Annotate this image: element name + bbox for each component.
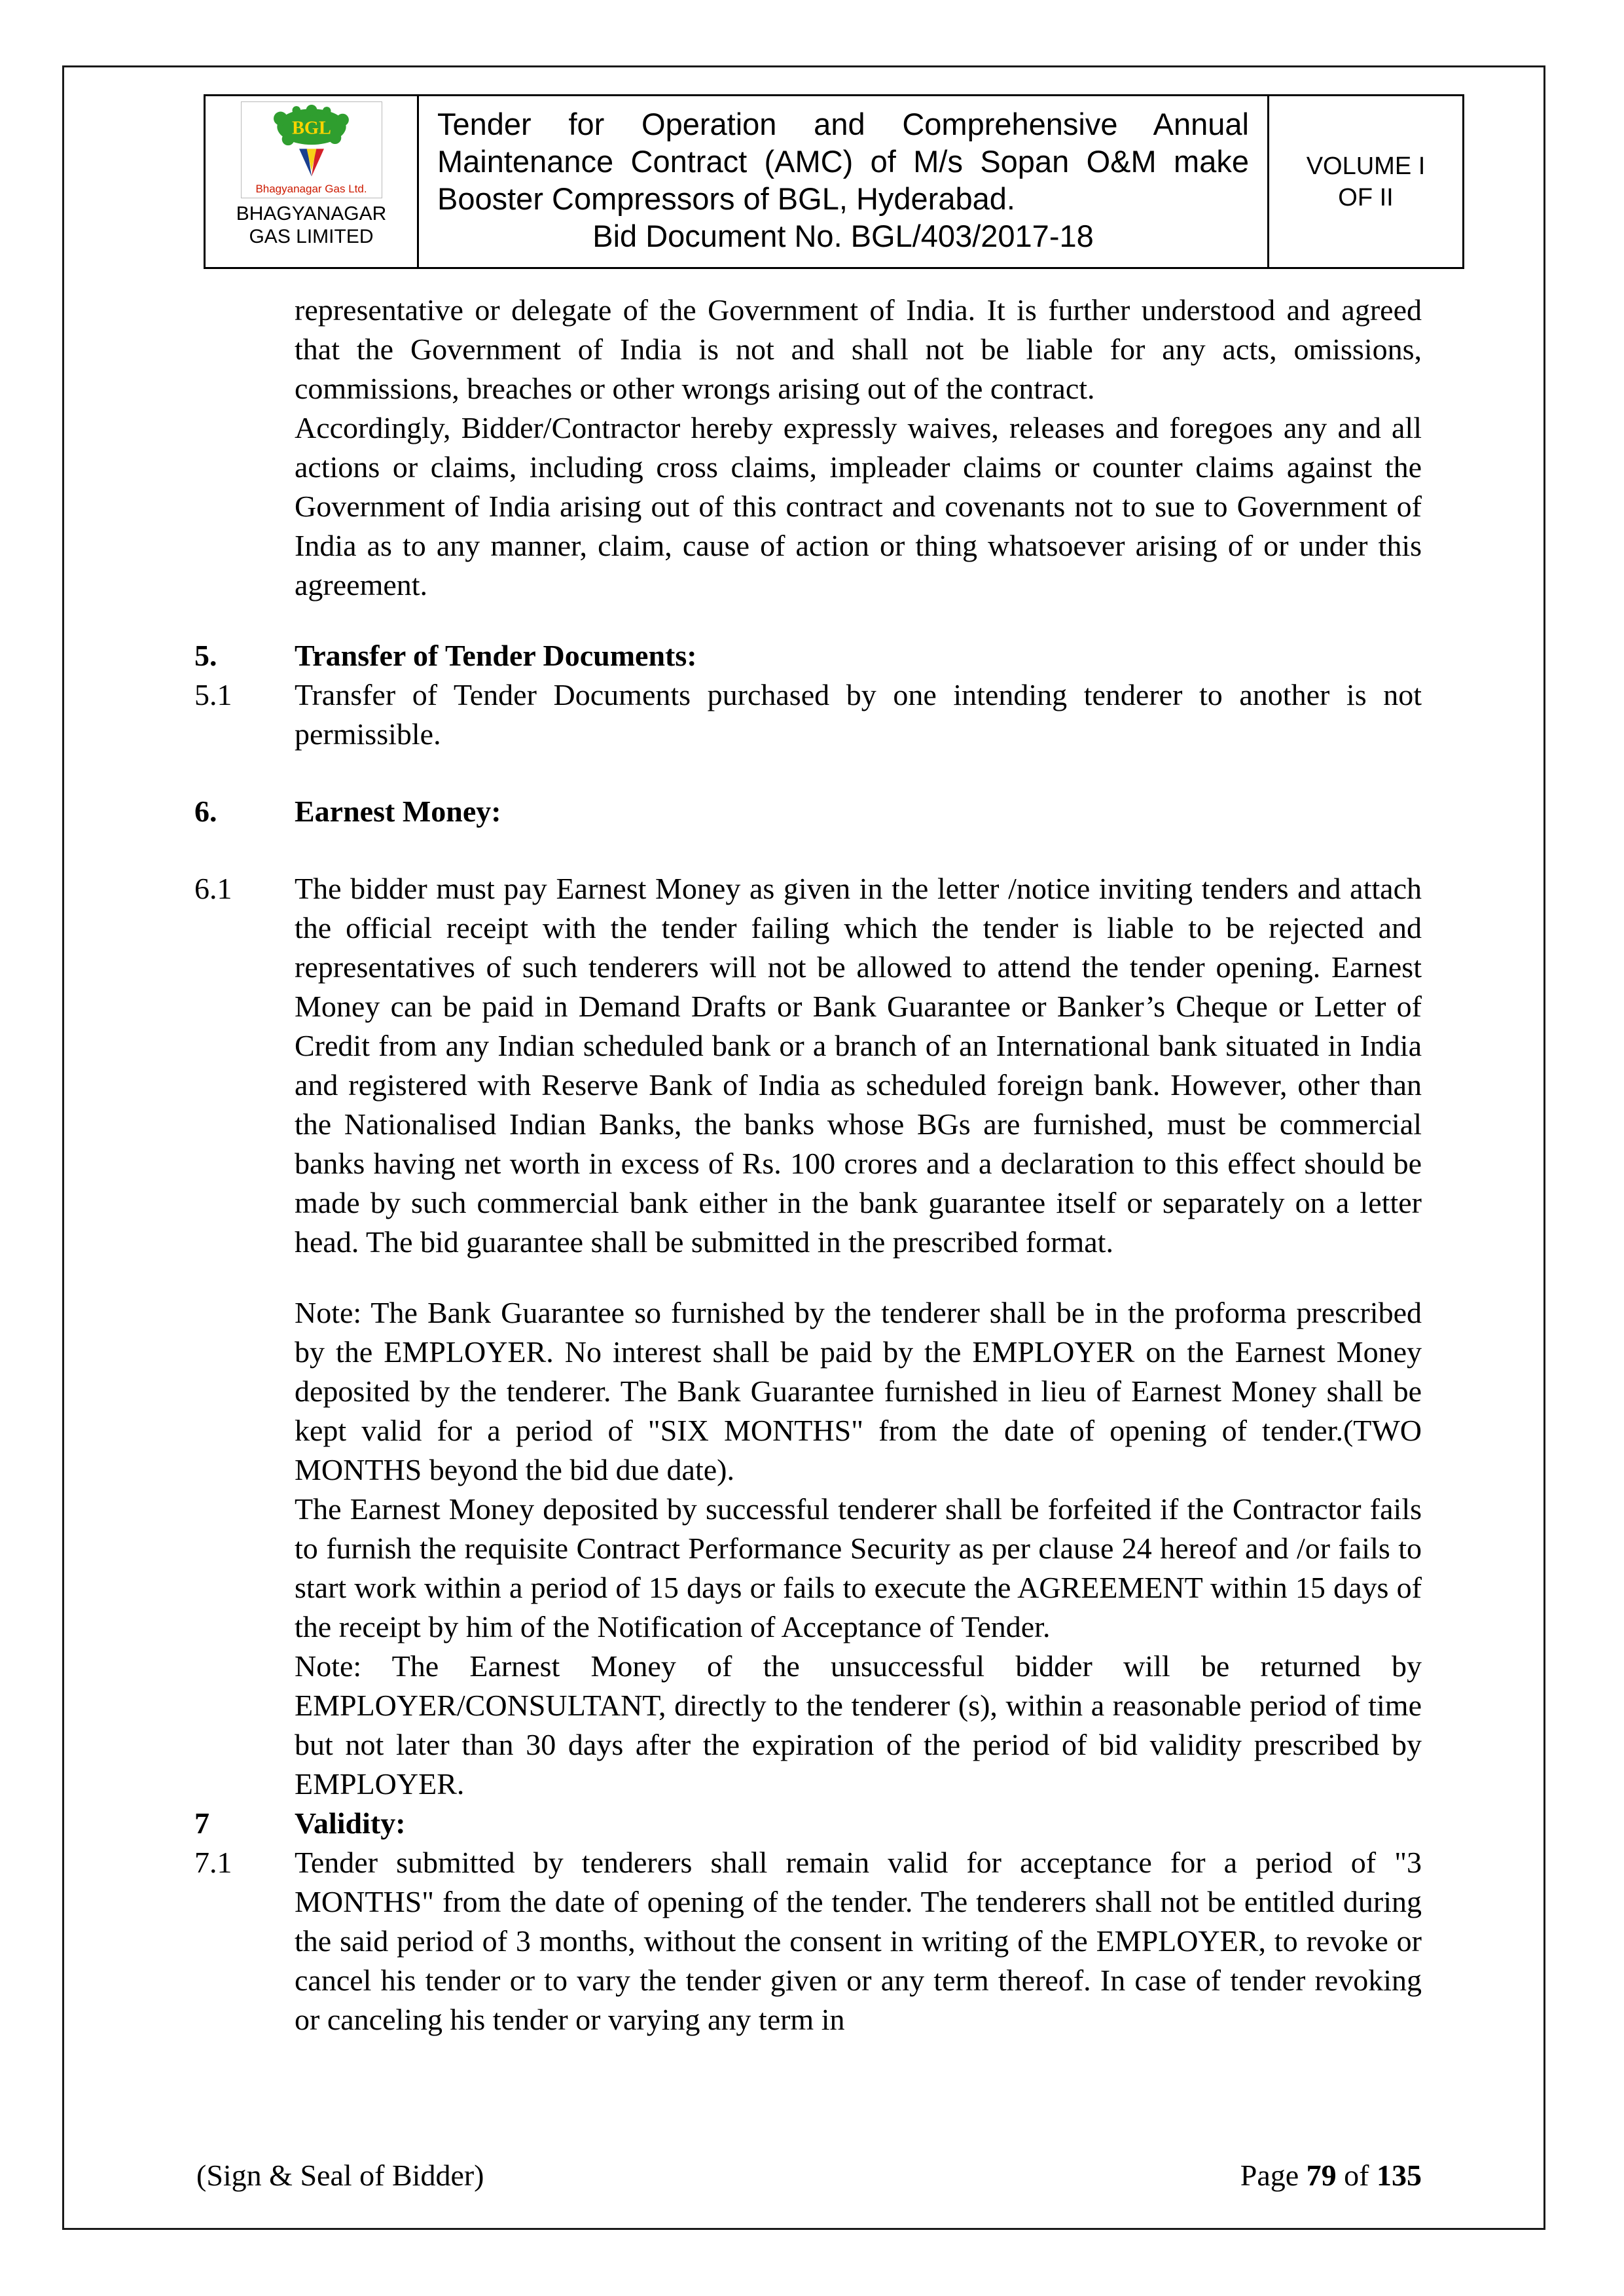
clause-number: 5.1 xyxy=(194,678,232,711)
paragraph: The Earnest Money deposited by successful tenderer shall be forfeited if the Contractor fails to furnish the requisite Contract Performance Security as per clause 24 hereof and /or fails to start work within a period of 15 days or fails to execute the AGREEMENT within 15 days of the receipt by him of the Notification of Acceptance of Tender. xyxy=(295,1492,1422,1643)
clause-number: 7.1 xyxy=(194,1846,232,1879)
document-title: Tender for Operation and Comprehensive Annual Maintenance Contract (AMC) of M/s Sopan O&M make Booster Compressors of BGL, Hyderabad. xyxy=(437,107,1249,216)
volume-line-1: VOLUME I xyxy=(1306,152,1426,180)
clause-heading-6 xyxy=(194,792,1422,831)
paragraph: representative or delegate of the Government of India. It is further understood and agreed that the Government of India is not and shall not be liable for any acts, omissions, commissions, breaches or other wrongs arising out of the contract. xyxy=(295,293,1422,405)
clause-number: 6. xyxy=(194,795,217,828)
logo-cell xyxy=(206,96,419,267)
company-logo xyxy=(241,101,382,198)
page-indicator xyxy=(1240,2157,1422,2194)
clause-heading-5 xyxy=(194,636,1422,675)
company-name: BHAGYANAGAR GAS LIMITED xyxy=(236,203,387,247)
clause-title: Transfer of Tender Documents: xyxy=(295,639,697,672)
page-number: 79 xyxy=(1306,2159,1337,2192)
clause-number: 7 xyxy=(194,1806,209,1840)
sign-seal-note: (Sign & Seal of Bidder) xyxy=(196,2159,484,2192)
clause-text: Transfer of Tender Documents purchased by one intending tenderer to another is not permissible. xyxy=(295,678,1422,751)
volume-line-2: OF II xyxy=(1338,183,1394,211)
header-table xyxy=(204,94,1464,269)
clause-title: Earnest Money: xyxy=(295,795,501,828)
of-label: of xyxy=(1336,2159,1377,2192)
document-title-cell xyxy=(419,96,1269,267)
total-pages: 135 xyxy=(1377,2159,1422,2192)
paragraph: Accordingly, Bidder/Contractor hereby expressly waives, releases and foregoes any and all actions or claims, including cross claims, impleader claims or counter claims against the Government of India arising out of this contract and covenants not to sue to Government of India as to any manner, claim, cause of action or thing whatsoever arising of or under this agreement. xyxy=(295,411,1422,601)
footer xyxy=(196,2157,1422,2194)
logo-tagline: Bhagyanagar Gas Ltd. xyxy=(255,183,367,195)
volume-cell xyxy=(1269,96,1462,267)
clause-6-1 xyxy=(194,869,1422,1262)
clause-title: Validity: xyxy=(295,1806,406,1840)
note-paragraph: Note: The Earnest Money of the unsuccessful bidder will be returned by EMPLOYER/CONSULTANT, directly to the tenderer (s), within a reasonable period of time but not later than 30 days after the expiration of the period of bid validity prescribed by EMPLOYER. xyxy=(295,1649,1422,1801)
clause-7-1 xyxy=(194,1843,1422,2039)
clause-text: The bidder must pay Earnest Money as given in the letter /notice inviting tenders and attach the official receipt with the tender failing which the tender is liable to be rejected and representatives of such tenderers will not be allowed to attend the tender opening. Earnest Money can be paid in Demand Drafts or Bank Guarantee or Banker’s Cheque or Letter of Credit from any Indian scheduled bank or a branch of an International bank situated in India and registered with Reserve Bank of India as scheduled foreign bank. However, other than the Nationalised Indian Banks, the banks whose BGs are furnished, must be commercial banks having net worth in excess of Rs. 100 crores and a declaration to this effect should be made by such commercial bank either in the bank guarantee itself or separately on a letter head. The bid guarantee shall be submitted in the prescribed format. xyxy=(295,872,1422,1259)
page-label: Page xyxy=(1240,2159,1307,2192)
logo-abbr: BGL xyxy=(291,118,331,139)
bgl-logo-icon xyxy=(262,105,361,182)
clause-5-1 xyxy=(194,675,1422,754)
document-body xyxy=(194,291,1422,2039)
clause-number: 6.1 xyxy=(194,872,232,905)
bid-document-number: Bid Document No. BGL/403/2017-18 xyxy=(592,219,1094,253)
clause-text: Tender submitted by tenderers shall remain valid for acceptance for a period of "3 MONTHS" from the date of opening of the tender. The tenderers shall not be entitled during the said period of 3 months, without the consent in writing of the EMPLOYER, to revoke or cancel his tender or to vary the tender given or any term thereof. In case of tender revoking or canceling his tender or varying any term in xyxy=(295,1846,1422,2036)
clause-number: 5. xyxy=(194,639,217,672)
clause-heading-7 xyxy=(194,1804,1422,1843)
note-paragraph: Note: The Bank Guarantee so furnished by the tenderer shall be in the proforma prescribed by the EMPLOYER. No interest shall be paid by the EMPLOYER on the Earnest Money deposited by the tenderer. The Bank Guarantee furnished in lieu of Earnest Money shall be kept valid for a period of "SIX MONTHS" from the date of opening of tender.(TWO MONTHS beyond the bid due date). xyxy=(295,1296,1422,1486)
